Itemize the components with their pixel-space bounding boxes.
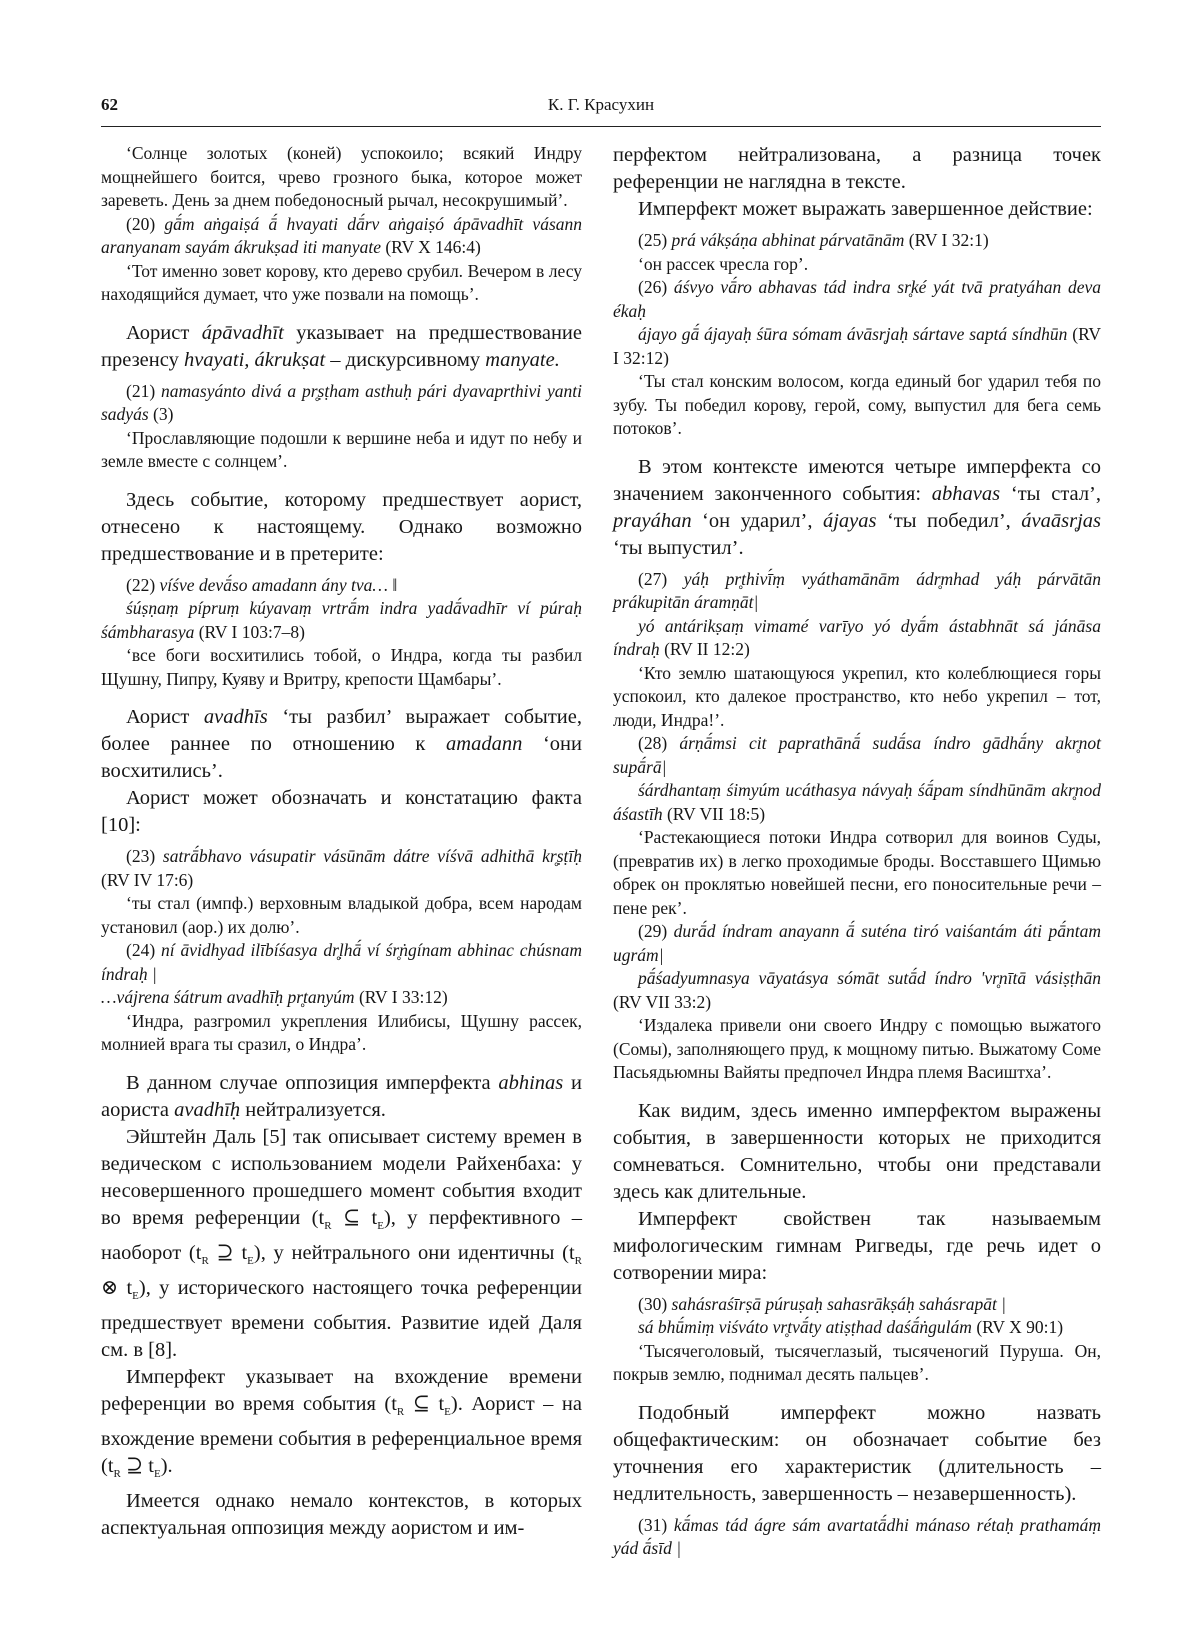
body-paragraph: Имперфект может выражать завершенное действие: bbox=[638, 198, 1093, 220]
example-24-cont: …vájrena śátrum avadhīḥ pr̥tanyúm (RV I 33:12) bbox=[101, 987, 448, 1007]
example-29-cont: pā́śadyumnasya vāyatásya sómāt sutā́d índro 'vr̥nītā vásiṣṭhān (RV VII 33:2) bbox=[613, 968, 1101, 1012]
body-paragraph: В этом контексте имеются четыре имперфекта со значением законченного события: abhavas ‘ты стал’, prayáhan ‘он ударил’, ájayas ‘ты победил’, ávaāsr̥jas ‘ты выпустил’. bbox=[613, 455, 1102, 559]
example-21: (21) namasyánto divá a pr̥ṣṭham asthuḥ pári dyavaprthivi yanti sadyás (3) bbox=[101, 380, 582, 424]
body-paragraph: Здесь событие, которому предшествует аорист, отнесено к настоящему. Однако возможно предшествование и в претерите: bbox=[101, 488, 582, 565]
example-26-cont: ájayo gā́ ájayaḥ śūra sómam ávāsr̥jaḥ sártave saptá síndhūn (RV I 32:12) bbox=[613, 324, 1101, 368]
example-20: (20) gā́m aṅgaiṣá ā́ hvayati dā́rv aṅgaiṣó ápāvadhīt vásann aranyanam sayám ákrukṣad iti manyate (RV X 146:4) bbox=[101, 213, 583, 257]
example-23: (23) satrā́bhavo vásupatir vásūnām dátre víśvā adhithā kr̥ṣṭīḥ (RV IV 17:6) bbox=[101, 846, 583, 890]
body-paragraph: В данном случае оппозиция имперфекта abhinas и аориста avadhīḥ нейтрализуется. bbox=[101, 1071, 582, 1121]
translation-22: ‘все боги восхитились тобой, о Индра, когда ты разбил Щушну, Пипру, Куяву и Вритру, крепости Щамбары’. bbox=[101, 645, 582, 689]
body-paragraph: Аорист avadhīs ‘ты разбил’ выражает событие, более раннее по отношению к amadann ‘они восхитились’. bbox=[101, 706, 582, 782]
translation-29: ‘Издалека привели они своего Индру с помощью выжатого (Сомы), заполняющего пруд, к мощному питью. Выжатому Соме Пасьядьюмны Вайяты предпочел Индра племя Васиштха’. bbox=[613, 1015, 1101, 1082]
example-29: (29) durā́d índram anayann ā́ suténa tiró vaiśantám áti pā́ntam ugrám| bbox=[613, 921, 1102, 965]
body-paragraph: Подобный имперфект можно назвать общефактическим: он обозначает событие без уточнения его характеристик (длительность – недлительность, завершенность – незавершенность). bbox=[613, 1401, 1101, 1505]
body-paragraph: Аорист ápāvadhīt указывает на предшествование презенсу hvayati, ákrukṣat – дискурсивному manyate. bbox=[101, 321, 582, 371]
right-column bbox=[613, 142, 1101, 1561]
example-24: (24) ní āvidhyad ilībíśasya dr̥ḷhā́ ví śr̥ṅgínam abhinac chúsnam índraḥ | bbox=[101, 940, 582, 984]
example-22: (22) víśve devā́so amadann ány tva… ‖ bbox=[126, 574, 398, 595]
example-27: (27) yáḥ pr̥thivī́ṃ vyáthamānām ádr̥mhad yáḥ párvātān prákupitān áramṇāt| bbox=[613, 568, 1101, 612]
translation-23: ‘ты стал (импф.) верховным владыкой добра, всем народам установил (аор.) их долю’. bbox=[101, 893, 582, 937]
translation-25: ‘он рассек чресла гор’. bbox=[638, 253, 809, 274]
page-number: 62 bbox=[101, 95, 118, 114]
translation-27: ‘Кто землю шатающуюся укрепил, кто колеблющиеся горы успокоил, кто далекое пространство, кто небо укрепил – тот, люди, Индра!’. bbox=[613, 662, 1101, 730]
example-26: (26) áśvyo vā́ro abhavas tád indra sr̥ké yát tvā pratyáhan deva ékaḥ bbox=[613, 277, 1102, 321]
body-paragraph: Аорист может обозначать и констатацию факта [10]: bbox=[101, 787, 582, 836]
example-27-cont: yó antárikṣaṃ vimamé varīyo yó dyā́m ástabhnāt sá jánāsa índraḥ (RV II 12:2) bbox=[613, 615, 1101, 659]
translation-26: ‘Ты стал конским волосом, когда единый бог ударил тебя по зубу. Ты победил корову, герой, сому, выпустил для бега семь потоков’. bbox=[613, 371, 1101, 438]
body-paragraph: перфектом нейтрализована, а разница точек референции не наглядна в тексте. bbox=[613, 144, 1101, 193]
translation-28: ‘Растекающиеся потоки Индра сотворил для воинов Суды, (превратив их) в легко проходимые броды. Восставшего Щимью обрек он проклятью новейшей песни, его поносительные речи – пене рек’. bbox=[613, 827, 1101, 918]
body-paragraph: Как видим, здесь именно имперфектом выражены события, в завершенности которых не приходится сомневаться. Сомнительно, чтобы они представали здесь как длительные. bbox=[613, 1099, 1101, 1203]
running-title: К. Г. Красухин bbox=[547, 95, 655, 114]
translation-24: ‘Индра, разгромил укрепления Илибисы, Щушну рассек, молнией врага ты сразил, о Индра’. bbox=[101, 1010, 582, 1054]
translation-19: ‘Солнце золотых (коней) успокоило; всякий Индру мощнейшего боится, чрево грозного быка, которое может зареветь. День за днем победоносный рычал, несокрушимый’. bbox=[101, 143, 582, 210]
translation-21: ‘Прославляющие подошли к вершине неба и идут по небу и земле вместе с солнцем’. bbox=[101, 427, 582, 471]
body-paragraph: Эйштейн Даль [5] так описывает систему времен в ведическом с использованием модели Райхенбаха: у несовершенного прошедшего момент события входит во время референции ($t_R$ ⊆ $t_E$), у перфективного – наоборот ($t_R$ ⊇ $t_E$), у нейтрального они идентичны ($t_R$ ⊗ $t_E$), у исторического настоящего точка референции предшествует времени события. Развитие идей Даля см. в [8]. bbox=[101, 1125, 582, 1361]
body-paragraph: Имеется однако немало контекстов, в которых аспектуальная оппозиция между аористом и им- bbox=[101, 1489, 582, 1539]
body-paragraph: Имперфект указывает на вхождение времени референции во время события ($t_R$ ⊆ $t_E$). Аорист – на вхождение времени события в референциальное время ($t_R$ ⊇ $t_E$). bbox=[101, 1365, 583, 1480]
example-30-cont: sá bhū́miṃ viśváto vr̥tvā́ty atiṣṭhad daśā́ṅgulám (RV X 90:1) bbox=[638, 1317, 1064, 1337]
translation-20: ‘Тот именно зовет корову, кто дерево срубил. Вечером в лесу находящийся думает, что уже позвали на помощь’. bbox=[101, 260, 582, 304]
example-28: (28) árṇā́msi cit paprathānā́ sudā́sa índro gādhā́ny akr̥not supā́rā| bbox=[613, 733, 1102, 777]
translation-30: ‘Тысячеголовый, тысячеглазый, тысяченогий Пуруша. Он, покрыв землю, поднимал десять пальцев’. bbox=[613, 1340, 1101, 1384]
example-30: (30) sahásraśīrṣā púruṣaḥ sahasrākṣáḥ sahásrapāt | bbox=[638, 1293, 1006, 1314]
body-paragraph: Имперфект свойствен так называемым мифологическим гимнам Ригведы, где речь идет о сотворении мира: bbox=[613, 1207, 1101, 1284]
example-22-cont: śúṣṇaṃ pípruṃ kúyavaṃ vrtrā́m indra yadā́vadhīr ví púraḥ śámbharasya (RV I 103:7–8) bbox=[101, 598, 582, 642]
example-28-cont: śárdhantaṃ śimyúm ucáthasya návyaḥ śā́pam síndhūnām akr̥nod áśastīh (RV VII 18:5) bbox=[613, 780, 1101, 824]
example-25: (25) prá vákṣáṇa abhinat párvatānām (RV I 32:1) bbox=[638, 230, 989, 250]
left-column bbox=[101, 142, 582, 1542]
page-header bbox=[101, 86, 1101, 127]
example-31: (31) kā́mas tád ágre sám avartatā́dhi mánaso rétaḥ prathamáṃ yád ā́sīd | bbox=[613, 1514, 1101, 1558]
